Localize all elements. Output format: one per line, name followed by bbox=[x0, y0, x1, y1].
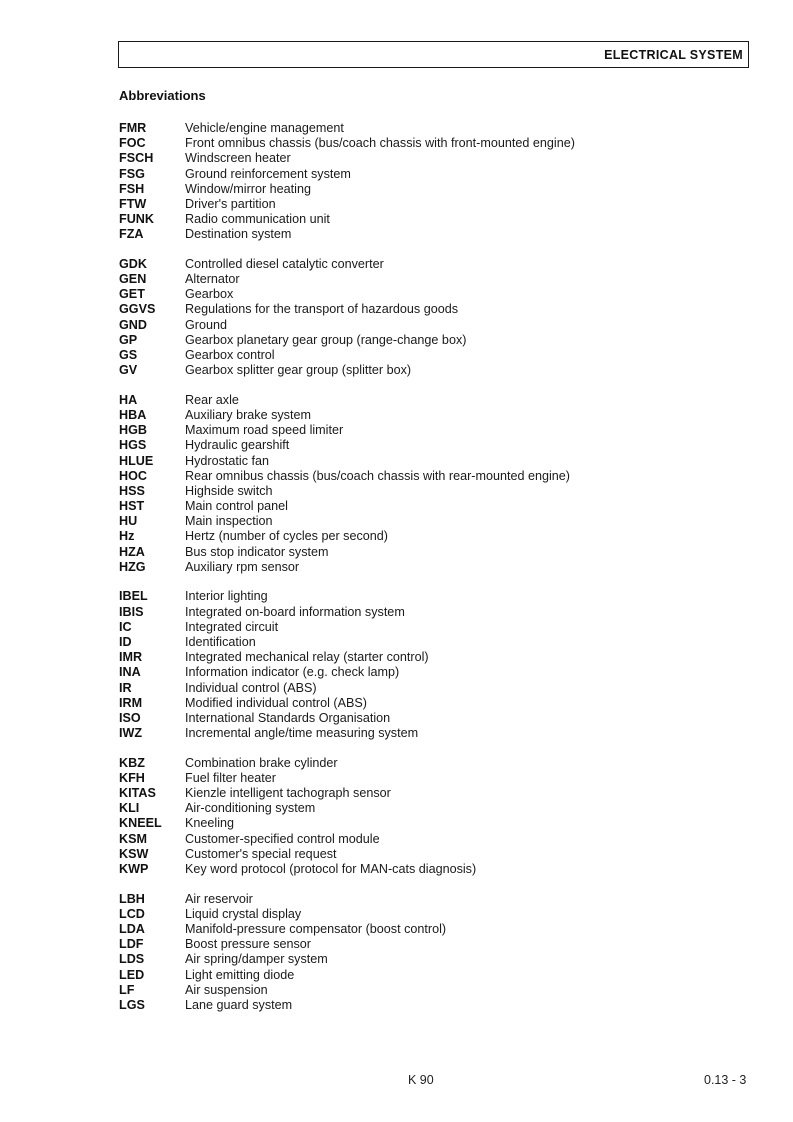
abbreviation-code: LF bbox=[119, 982, 135, 997]
abbreviation-description: Integrated on-board information system bbox=[185, 604, 405, 619]
abbreviation-code: IMR bbox=[119, 650, 143, 665]
abbreviation-code: HLUE bbox=[119, 453, 154, 468]
abbreviation-code: IWZ bbox=[119, 726, 143, 741]
abbreviation-code: GGVS bbox=[119, 302, 156, 317]
abbreviation-code: KLI bbox=[119, 801, 140, 816]
abbreviation-row bbox=[119, 257, 719, 272]
abbreviation-row bbox=[119, 529, 719, 544]
abbreviation-row bbox=[119, 136, 719, 151]
abbreviation-description: Combination brake cylinder bbox=[185, 755, 338, 770]
abbreviation-row bbox=[119, 589, 719, 604]
abbreviation-list bbox=[119, 121, 719, 1027]
abbreviation-row bbox=[119, 801, 719, 816]
abbreviation-code: GDK bbox=[119, 256, 147, 271]
abbreviation-description: Ground bbox=[185, 317, 228, 332]
abbreviation-row bbox=[119, 983, 719, 998]
abbreviation-description: Interior lighting bbox=[185, 589, 268, 604]
abbreviation-description: Rear axle bbox=[185, 392, 239, 407]
abbreviation-description: Customer's special request bbox=[185, 846, 337, 861]
abbreviation-description: Destination system bbox=[185, 227, 292, 242]
abbreviation-row bbox=[119, 484, 719, 499]
abbreviation-row bbox=[119, 363, 719, 378]
abbreviation-description: Air-conditioning system bbox=[185, 801, 316, 816]
abbreviation-code: FSG bbox=[119, 166, 145, 181]
abbreviation-description: Gearbox bbox=[185, 287, 234, 302]
abbreviation-group bbox=[119, 589, 719, 741]
abbreviation-description: Incremental angle/time measuring system bbox=[185, 726, 419, 741]
abbreviation-description: Vehicle/engine management bbox=[185, 121, 344, 135]
abbreviation-description: Radio communication unit bbox=[185, 212, 330, 227]
abbreviation-row bbox=[119, 832, 719, 847]
abbreviation-code: IBEL bbox=[119, 589, 148, 604]
abbreviation-description: Ground reinforcement system bbox=[185, 166, 351, 181]
abbreviation-row bbox=[119, 665, 719, 680]
abbreviation-description: Controlled diesel catalytic converter bbox=[185, 256, 384, 271]
abbreviation-row bbox=[119, 302, 719, 317]
abbreviation-description: Individual control (ABS) bbox=[185, 680, 317, 695]
abbreviation-code: LBH bbox=[119, 891, 145, 906]
abbreviation-row bbox=[119, 816, 719, 831]
abbreviation-code: FTW bbox=[119, 196, 147, 211]
abbreviation-description: Identification bbox=[185, 634, 256, 649]
abbreviation-code: KITAS bbox=[119, 786, 156, 801]
abbreviation-code: KNEEL bbox=[119, 816, 162, 831]
abbreviation-code: HGB bbox=[119, 423, 147, 438]
abbreviation-code: ISO bbox=[119, 710, 141, 725]
abbreviation-row bbox=[119, 726, 719, 741]
abbreviation-group bbox=[119, 393, 719, 575]
abbreviation-row bbox=[119, 952, 719, 967]
abbreviation-code: GP bbox=[119, 332, 138, 347]
abbreviation-description: Auxiliary brake system bbox=[185, 407, 311, 422]
abbreviation-code: LDS bbox=[119, 952, 145, 967]
abbreviation-code: KFH bbox=[119, 770, 145, 785]
abbreviation-code: GET bbox=[119, 287, 145, 302]
abbreviation-group bbox=[119, 257, 719, 379]
abbreviation-code: KSW bbox=[119, 846, 149, 861]
abbreviation-description: Air spring/damper system bbox=[185, 952, 328, 967]
abbreviation-row bbox=[119, 393, 719, 408]
abbreviation-code: KSM bbox=[119, 831, 147, 846]
abbreviation-row bbox=[119, 635, 719, 650]
abbreviation-code: FSH bbox=[119, 181, 145, 196]
header-title: ELECTRICAL SYSTEM bbox=[604, 48, 743, 62]
abbreviation-row bbox=[119, 771, 719, 786]
abbreviation-row bbox=[119, 907, 719, 922]
abbreviation-code: KWP bbox=[119, 862, 149, 876]
abbreviation-code: FUNK bbox=[119, 212, 154, 227]
abbreviation-row bbox=[119, 605, 719, 620]
abbreviation-code: HZA bbox=[119, 544, 145, 559]
abbreviation-description: Customer-specified control module bbox=[185, 831, 380, 846]
abbreviation-row bbox=[119, 287, 719, 302]
abbreviation-description: Lane guard system bbox=[185, 997, 293, 1012]
abbreviation-row bbox=[119, 756, 719, 771]
abbreviation-description: Alternator bbox=[185, 272, 240, 287]
abbreviation-description: Manifold-pressure compensator (boost control) bbox=[185, 921, 447, 936]
section-title: Abbreviations bbox=[119, 88, 206, 103]
abbreviation-row bbox=[119, 499, 719, 514]
abbreviation-row bbox=[119, 408, 719, 423]
abbreviation-description: Integrated circuit bbox=[185, 619, 279, 634]
abbreviation-row bbox=[119, 333, 719, 348]
abbreviation-row bbox=[119, 151, 719, 166]
abbreviation-row bbox=[119, 922, 719, 937]
abbreviation-row bbox=[119, 862, 719, 877]
abbreviation-row bbox=[119, 182, 719, 197]
abbreviation-code: FZA bbox=[119, 227, 144, 242]
abbreviation-code: LDF bbox=[119, 937, 144, 952]
header-box bbox=[118, 41, 749, 68]
abbreviation-code: HU bbox=[119, 514, 138, 529]
abbreviation-description: Main inspection bbox=[185, 514, 273, 529]
abbreviation-description: International Standards Organisation bbox=[185, 710, 391, 725]
abbreviation-description: Information indicator (e.g. check lamp) bbox=[185, 665, 400, 680]
abbreviation-description: Air reservoir bbox=[185, 891, 253, 906]
abbreviation-code: LGS bbox=[119, 997, 145, 1012]
abbreviation-code: ID bbox=[119, 634, 132, 649]
abbreviation-group bbox=[119, 756, 719, 878]
abbreviation-description: Key word protocol (protocol for MAN-cats diagnosis) bbox=[185, 862, 477, 876]
abbreviation-row bbox=[119, 696, 719, 711]
abbreviation-description: Integrated mechanical relay (starter control) bbox=[185, 650, 429, 665]
abbreviation-code: HST bbox=[119, 499, 145, 514]
abbreviation-description: Gearbox control bbox=[185, 348, 275, 363]
abbreviation-group bbox=[119, 892, 719, 1014]
abbreviation-row bbox=[119, 227, 719, 242]
abbreviation-description: Air suspension bbox=[185, 982, 268, 997]
abbreviation-row bbox=[119, 469, 719, 484]
abbreviation-code: GS bbox=[119, 348, 138, 363]
abbreviation-code: KBZ bbox=[119, 755, 145, 770]
abbreviation-description: Window/mirror heating bbox=[185, 181, 311, 196]
abbreviation-code: HA bbox=[119, 392, 138, 407]
abbreviation-row bbox=[119, 545, 719, 560]
abbreviation-description: Light emitting diode bbox=[185, 967, 295, 982]
abbreviation-description: Maximum road speed limiter bbox=[185, 423, 344, 438]
abbreviation-row bbox=[119, 121, 719, 136]
abbreviation-row bbox=[119, 786, 719, 801]
abbreviation-group bbox=[119, 121, 719, 243]
abbreviation-description: Fuel filter heater bbox=[185, 770, 276, 785]
abbreviation-row bbox=[119, 937, 719, 952]
abbreviation-code: HBA bbox=[119, 407, 147, 422]
abbreviation-code: LDA bbox=[119, 921, 145, 936]
abbreviation-code: FSCH bbox=[119, 151, 154, 166]
abbreviation-row bbox=[119, 454, 719, 469]
abbreviation-description: Driver's partition bbox=[185, 196, 276, 211]
abbreviation-description: Gearbox splitter gear group (splitter box) bbox=[185, 363, 412, 378]
abbreviation-row bbox=[119, 968, 719, 983]
abbreviation-code: GV bbox=[119, 363, 138, 378]
abbreviation-description: Bus stop indicator system bbox=[185, 544, 329, 559]
abbreviation-description: Regulations for the transport of hazardous goods bbox=[185, 302, 459, 317]
abbreviation-description: Hydraulic gearshift bbox=[185, 438, 290, 453]
abbreviation-row bbox=[119, 847, 719, 862]
abbreviation-description: Modified individual control (ABS) bbox=[185, 695, 367, 710]
abbreviation-row bbox=[119, 197, 719, 212]
abbreviation-description: Rear omnibus chassis (bus/coach chassis with rear-mounted engine) bbox=[185, 468, 570, 483]
abbreviation-code: HGS bbox=[119, 438, 147, 453]
abbreviation-row bbox=[119, 620, 719, 635]
abbreviation-code: GEN bbox=[119, 272, 147, 287]
abbreviation-code: LED bbox=[119, 967, 145, 982]
abbreviation-row bbox=[119, 272, 719, 287]
abbreviation-description: Boost pressure sensor bbox=[185, 937, 311, 952]
abbreviation-code: FMR bbox=[119, 121, 147, 135]
abbreviation-code: INA bbox=[119, 665, 141, 680]
footer-model: K 90 bbox=[408, 1073, 434, 1087]
abbreviation-row bbox=[119, 681, 719, 696]
abbreviation-code: IRM bbox=[119, 695, 143, 710]
abbreviation-code: Hz bbox=[119, 529, 135, 544]
abbreviation-code: IC bbox=[119, 619, 132, 634]
abbreviation-code: GND bbox=[119, 317, 147, 332]
abbreviation-description: Kneeling bbox=[185, 816, 235, 831]
abbreviation-description: Hydrostatic fan bbox=[185, 453, 269, 468]
abbreviation-description: Liquid crystal display bbox=[185, 906, 302, 921]
abbreviation-row bbox=[119, 348, 719, 363]
abbreviation-description: Front omnibus chassis (bus/coach chassis with front-mounted engine) bbox=[185, 136, 575, 151]
footer-page-number: 0.13 - 3 bbox=[704, 1073, 747, 1087]
abbreviation-description: Kienzle intelligent tachograph sensor bbox=[185, 786, 391, 801]
abbreviation-code: IR bbox=[119, 680, 132, 695]
abbreviation-row bbox=[119, 892, 719, 907]
abbreviation-row bbox=[119, 514, 719, 529]
abbreviation-row bbox=[119, 711, 719, 726]
abbreviation-code: IBIS bbox=[119, 604, 144, 619]
abbreviation-code: HOC bbox=[119, 468, 147, 483]
abbreviation-row bbox=[119, 167, 719, 182]
abbreviation-description: Gearbox planetary gear group (range-change box) bbox=[185, 332, 467, 347]
abbreviation-code: LCD bbox=[119, 906, 145, 921]
abbreviation-description: Hertz (number of cycles per second) bbox=[185, 529, 388, 544]
abbreviation-row bbox=[119, 650, 719, 665]
abbreviation-code: FOC bbox=[119, 136, 146, 151]
abbreviation-description: Auxiliary rpm sensor bbox=[185, 559, 300, 574]
abbreviation-description: Main control panel bbox=[185, 499, 288, 514]
abbreviation-row bbox=[119, 560, 719, 575]
abbreviation-row bbox=[119, 438, 719, 453]
abbreviation-description: Windscreen heater bbox=[185, 151, 291, 166]
abbreviation-code: HSS bbox=[119, 483, 145, 498]
abbreviation-row bbox=[119, 318, 719, 333]
abbreviation-row bbox=[119, 998, 719, 1013]
abbreviation-code: HZG bbox=[119, 559, 146, 574]
abbreviation-row bbox=[119, 423, 719, 438]
abbreviation-row bbox=[119, 212, 719, 227]
abbreviation-description: Highside switch bbox=[185, 483, 273, 498]
